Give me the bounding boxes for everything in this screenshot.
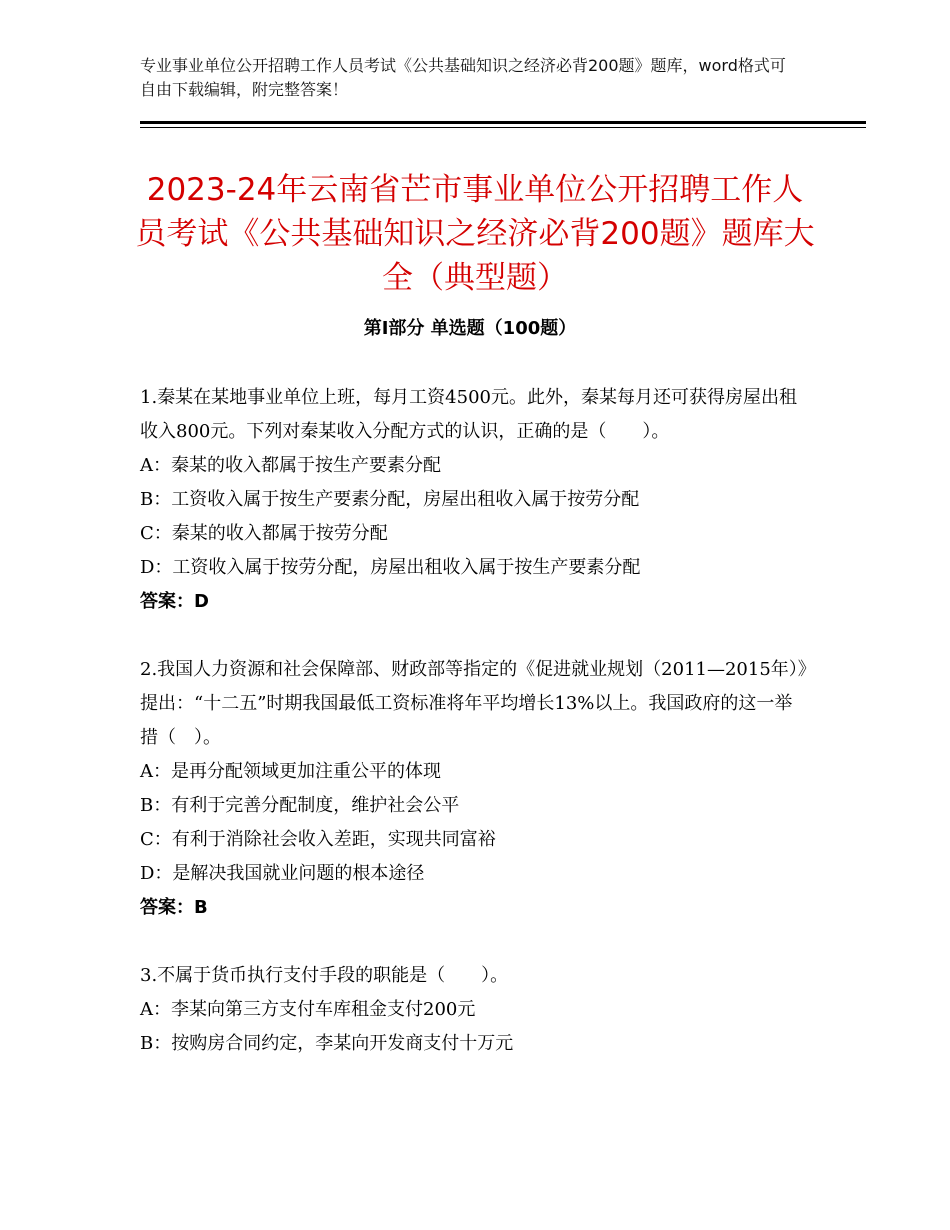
option-b: B：工资收入属于按生产要素分配，房屋出租收入属于按劳分配 (140, 489, 640, 510)
question-list (140, 381, 810, 1095)
option-b: B：按购房合同约定，李某向开发商支付十万元 (140, 1033, 514, 1054)
question-stem: 1.秦某在某地事业单位上班，每月工资4500元。此外，秦某每月还可获得房屋出租收入800元。下列对秦某收入分配方式的认识，正确的是（ ）。 (140, 387, 797, 442)
option-c: C：有利于消除社会收入差距，实现共同富裕 (140, 829, 496, 850)
header-rule-thin (140, 127, 866, 128)
question-stem: 3.不属于货币执行支付手段的职能是（ ）。 (140, 965, 509, 986)
question-3 (140, 959, 810, 1061)
option-a: A：李某向第三方支付车库租金支付200元 (140, 999, 476, 1020)
question-1 (140, 381, 810, 619)
option-a: A：是再分配领域更加注重公平的体现 (140, 761, 441, 782)
option-d: D：工资收入属于按劳分配，房屋出租收入属于按生产要素分配 (140, 557, 641, 578)
header-rule-thick (140, 121, 866, 124)
section-title: 第Ⅰ部分 单选题（100题） (363, 318, 577, 339)
option-c: C：秦某的收入都属于按劳分配 (140, 523, 388, 544)
option-b: B：有利于完善分配制度，维护社会公平 (140, 795, 460, 816)
question-2 (140, 653, 810, 925)
header-note: 专业事业单位公开招聘工作人员考试《公共基础知识之经济必背200题》题库，word格式可自由下载编辑，附完整答案！ (140, 56, 786, 99)
option-a: A：秦某的收入都属于按生产要素分配 (140, 455, 441, 476)
question-stem: 2.我国人力资源和社会保障部、财政部等指定的《促进就业规划（2011—2015年）》提出：“十二五”时期我国最低工资标准将年平均增长13%以上。我国政府的这一举措（ ）。 (140, 659, 807, 748)
answer-label: 答案：D (140, 591, 209, 612)
option-d: D：是解决我国就业问题的根本途径 (140, 863, 425, 884)
answer-label: 答案：B (140, 897, 208, 918)
document-title: 2023-24年云南省芒市事业单位公开招聘工作人员考试《公共基础知识之经济必背200题》题库大全（典型题） (135, 172, 815, 296)
